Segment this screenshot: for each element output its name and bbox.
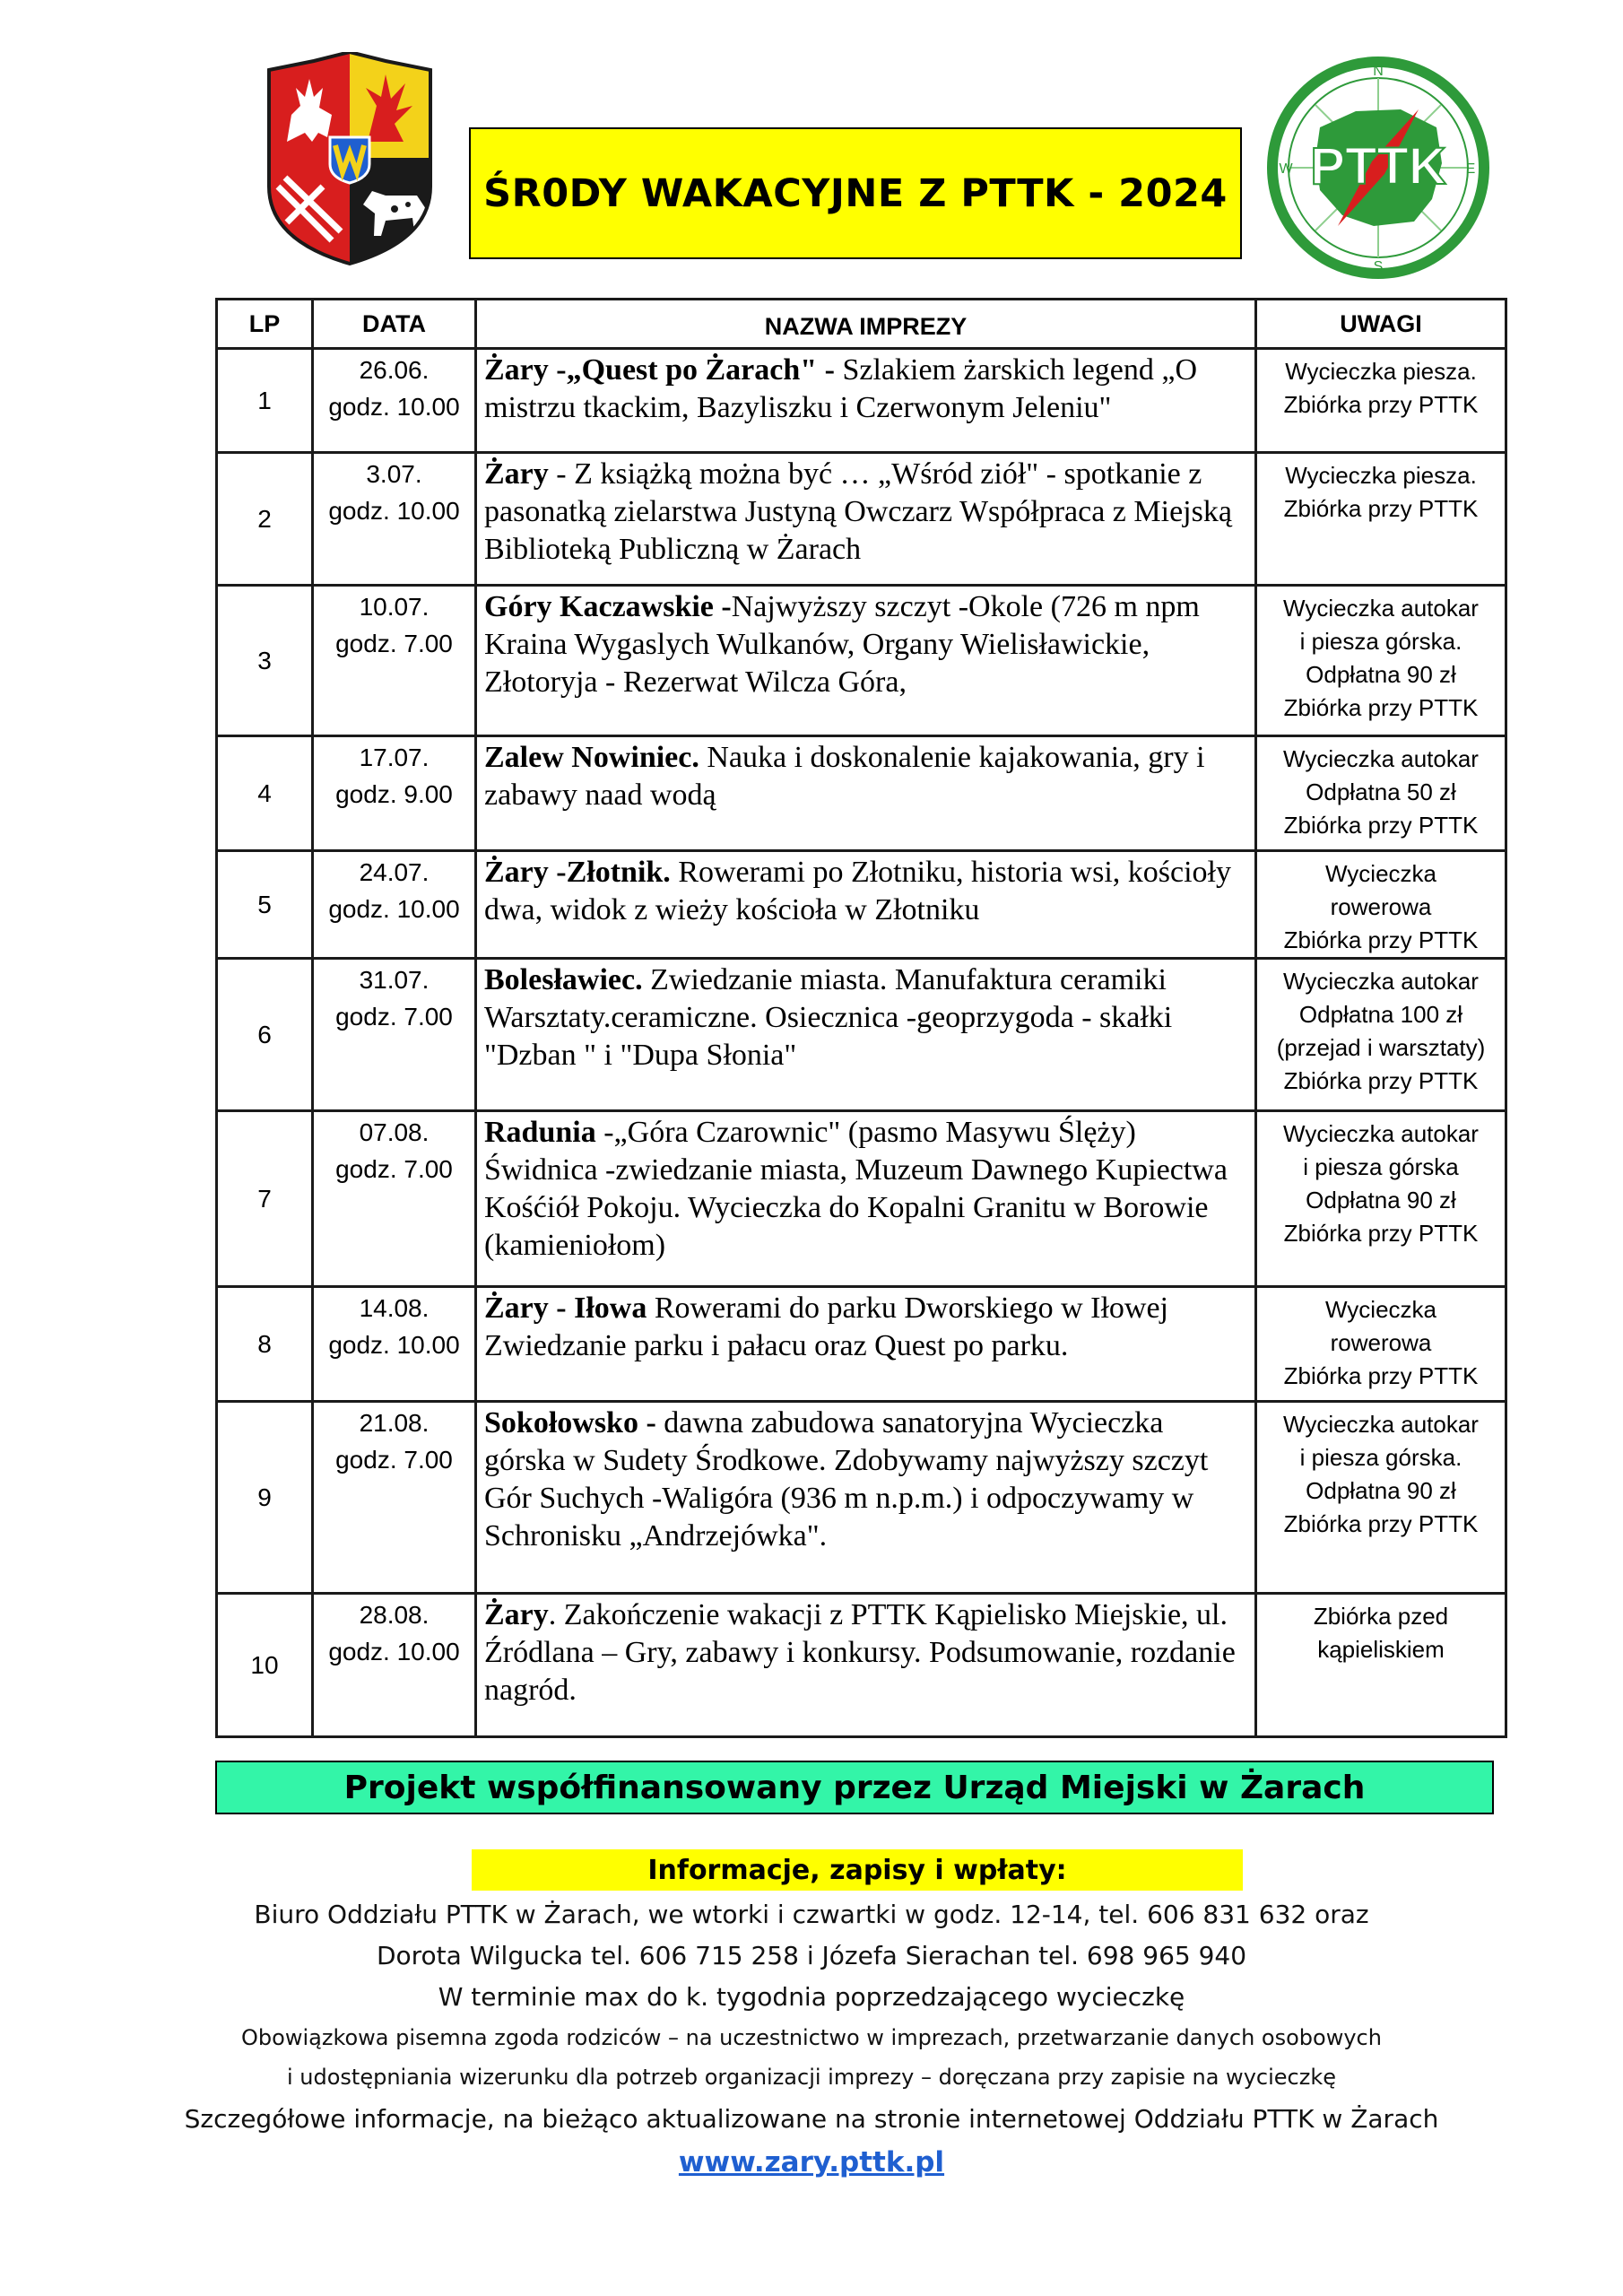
project-text: Projekt współfinansowany przez Urząd Miejski w Żarach xyxy=(343,1769,1366,1806)
row-lp: 4 xyxy=(217,736,313,851)
row-note-line: Zbiórka pzed xyxy=(1313,1603,1449,1630)
info-line-contacts: Dorota Wilgucka tel. 606 715 258 i Józefa Sierachan tel. 698 965 940 xyxy=(376,1941,1247,1970)
row-note-line: Odpłatna 90 zł xyxy=(1306,1477,1456,1504)
row-event-text: Rowerami do parku Dworskiego w Iłowej Zwiedzanie parku i pałacu oraz Quest po parku. xyxy=(484,1292,1168,1362)
row-note-line: Odpłatna 90 zł xyxy=(1306,1187,1456,1213)
row-event-text: - Z książką można być … „Wśród ziół" - spotkanie z pasonatką zielarstwa Justyną Owczarz Współpraca z Miejską Biblioteką Publiczną w Żarach xyxy=(484,457,1232,566)
row-date: 17.07. xyxy=(359,744,430,771)
row-note-line: Zbiórka przy PTTK xyxy=(1283,495,1479,522)
row-date-cell xyxy=(313,349,476,453)
info-line-image-rights: i udostępniania wizerunku dla potrzeb organizacji imprezy – doręczana przy zapisie na wycieczkę xyxy=(287,2065,1336,2090)
header-notes: UWAGI xyxy=(1256,300,1506,349)
row-note-line: Wycieczka xyxy=(1324,860,1436,887)
pttk-logo xyxy=(1266,56,1490,280)
row-lp: 2 xyxy=(217,453,313,586)
row-event-text: . Zakończenie wakacji z PTTK Kąpielisko Miejskie, ul. Źródlana – Gry, zabawy i konkursy. Podsumowanie, rozdanie nagród. xyxy=(484,1598,1236,1707)
row-date: 24.07. xyxy=(359,858,430,886)
row-notes xyxy=(1256,453,1506,586)
row-time: godz. 10.00 xyxy=(328,895,460,923)
row-note-line: Zbiórka przy PTTK xyxy=(1283,812,1479,839)
info-line-consent: Obowiązkowa pisemna zgoda rodziców – na uczestnictwo w imprezach, przetwarzanie danych osobowych xyxy=(241,2025,1382,2050)
compass-east-label: E xyxy=(1465,161,1476,177)
events-table xyxy=(215,298,1507,1738)
row-event-text: Rowerami po Złotniku, historia wsi, kościoły dwa, widok z wieży kościoła w Złotniku xyxy=(484,856,1231,926)
row-event-place: Żary xyxy=(484,1598,549,1631)
row-notes xyxy=(1256,1287,1506,1402)
row-event-place: Góry Kaczawskie - xyxy=(484,590,732,623)
row-event-text: Najwyższy szczyt -Okole (726 m npm Kraina Wygaslych Wulkanów, Organy Wielisławickie, Złotoryja - Rezerwat Wilcza Góra, xyxy=(484,590,1200,699)
row-event-text: dawna zabudowa sanatoryjna Wycieczka górska w Sudety Środkowe. Zdobywamy najwyższy szczyt Gór Suchych -Waligóra (936 m n.p.m.) i odpoczywamy w Schronisku „Andrzejówka". xyxy=(484,1406,1209,1552)
row-note-line: Wycieczka piesza. xyxy=(1285,358,1477,385)
row-date: 07.08. xyxy=(359,1118,430,1146)
table-row xyxy=(217,1594,1506,1737)
row-lp: 1 xyxy=(217,349,313,453)
table-row xyxy=(217,736,1506,851)
row-event-description xyxy=(476,1111,1256,1287)
title-banner xyxy=(469,127,1242,259)
row-note-line: Zbiórka przy PTTK xyxy=(1283,694,1479,721)
row-note-line: i piesza górska. xyxy=(1299,628,1462,655)
row-date: 10.07. xyxy=(359,593,430,621)
header-lp: LP xyxy=(217,300,313,349)
row-event-place: Żary -„Quest po Żarach" - xyxy=(484,353,835,387)
row-note-line: Wycieczka autokar xyxy=(1283,745,1479,772)
row-event-description xyxy=(476,959,1256,1111)
row-time: godz. 10.00 xyxy=(328,497,460,525)
row-event-place: Radunia xyxy=(484,1116,596,1149)
table-row xyxy=(217,1402,1506,1594)
row-lp: 3 xyxy=(217,586,313,736)
row-note-line: rowerowa xyxy=(1330,893,1432,920)
row-note-line: Wycieczka autokar xyxy=(1283,595,1479,622)
row-date: 21.08. xyxy=(359,1409,430,1437)
row-time: godz. 7.00 xyxy=(335,630,453,657)
row-event-text: Szlakiem żarskich legend „O mistrzu tkackim, Bazyliszku i Czerwonym Jeleniu" xyxy=(484,353,1198,424)
table-row xyxy=(217,851,1506,959)
row-time: godz. 9.00 xyxy=(335,780,453,808)
row-note-line: rowerowa xyxy=(1330,1329,1432,1356)
row-notes xyxy=(1256,959,1506,1111)
table-row xyxy=(217,349,1506,453)
row-event-description xyxy=(476,1402,1256,1594)
row-lp: 9 xyxy=(217,1402,313,1594)
row-date-cell xyxy=(313,736,476,851)
row-note-line: kąpieliskiem xyxy=(1317,1636,1445,1663)
row-event-place: Żary - Iłowa xyxy=(484,1292,647,1325)
info-heading-banner xyxy=(472,1849,1243,1891)
row-event-description xyxy=(476,851,1256,959)
row-notes xyxy=(1256,1111,1506,1287)
row-event-place: Żary -Złotnik. xyxy=(484,856,671,889)
row-date-cell xyxy=(313,959,476,1111)
row-notes xyxy=(1256,349,1506,453)
row-note-line: Odpłatna 100 zł xyxy=(1298,1001,1463,1028)
row-event-place: Sokołowsko - xyxy=(484,1406,656,1439)
row-notes xyxy=(1256,736,1506,851)
row-event-description xyxy=(476,736,1256,851)
row-time: godz. 10.00 xyxy=(328,393,460,421)
row-note-line: Wycieczka piesza. xyxy=(1285,462,1477,489)
row-event-description xyxy=(476,349,1256,453)
row-note-line: Wycieczka autokar xyxy=(1283,968,1479,995)
row-note-line: i piesza górska. xyxy=(1299,1444,1462,1471)
row-date-cell xyxy=(313,1594,476,1737)
row-lp: 7 xyxy=(217,1111,313,1287)
page-title: ŚR0DY WAKACYJNE Z PTTK - 2024 xyxy=(483,170,1228,216)
row-notes xyxy=(1256,586,1506,736)
info-heading: Informacje, zapisy i wpłaty: xyxy=(647,1854,1067,1886)
row-lp: 6 xyxy=(217,959,313,1111)
row-note-line: Zbiórka przy PTTK xyxy=(1283,1510,1479,1537)
row-note-line: Zbiórka przy PTTK xyxy=(1283,926,1479,953)
info-line-details: Szczegółowe informacje, na bieżąco aktualizowane na stronie internetowej Oddziału PTTK w Żarach xyxy=(184,2104,1439,2134)
row-date: 31.07. xyxy=(359,966,430,994)
row-time: godz. 7.00 xyxy=(335,1003,453,1031)
info-line-deadline: W terminie max do k. tygodnia poprzedzającego wycieczkę xyxy=(438,1982,1185,2012)
row-event-description xyxy=(476,586,1256,736)
row-event-description xyxy=(476,1594,1256,1737)
row-note-line: Wycieczka autokar xyxy=(1283,1411,1479,1438)
row-time: godz. 10.00 xyxy=(328,1331,460,1359)
row-date: 14.08. xyxy=(359,1294,430,1322)
row-time: godz. 7.00 xyxy=(335,1155,453,1183)
row-note-line: (przejad i warsztaty) xyxy=(1276,1034,1486,1061)
website-link[interactable]: www.zary.pttk.pl xyxy=(678,2146,945,2179)
row-date-cell xyxy=(313,1111,476,1287)
row-date-cell xyxy=(313,1287,476,1402)
row-note-line: i piesza górska xyxy=(1303,1153,1459,1180)
row-date: 28.08. xyxy=(359,1601,430,1629)
row-note-line: Zbiórka przy PTTK xyxy=(1283,1067,1479,1094)
row-notes xyxy=(1256,1594,1506,1737)
project-banner xyxy=(215,1761,1494,1814)
table-row xyxy=(217,586,1506,736)
pttk-logo-text: PTTK xyxy=(1310,137,1446,196)
row-event-text: Zwiedzanie miasta. Manufaktura ceramiki Warsztaty.ceramiczne. Osiecznica -geoprzygoda - skałki "Dzban " i "Dupa Słonia" xyxy=(484,963,1173,1072)
row-lp: 8 xyxy=(217,1287,313,1402)
row-event-text: -„Góra Czarownic" (pasmo Masywu Ślęży) Świdnica -zwiedzanie miasta, Muzeum Dawnego Kupiectwa Kośćiół Pokoju. Wycieczka do Kopalni Granitu w Borowie (kamieniołom) xyxy=(484,1116,1228,1262)
compass-north-label: N xyxy=(1373,64,1384,79)
info-line-office: Biuro Oddziału PTTK w Żarach, we wtorki i czwartki w godz. 12-14, tel. 606 831 632 oraz xyxy=(254,1900,1369,1929)
compass-west-label: W xyxy=(1279,161,1293,177)
table-row xyxy=(217,959,1506,1111)
row-note-line: Zbiórka przy PTTK xyxy=(1283,1362,1479,1389)
row-event-place: Bolesławiec. xyxy=(484,963,643,996)
row-date-cell xyxy=(313,586,476,736)
row-time: godz. 10.00 xyxy=(328,1638,460,1665)
table-row xyxy=(217,1287,1506,1402)
row-lp: 10 xyxy=(217,1594,313,1737)
row-event-description xyxy=(476,1287,1256,1402)
header-date: DATA xyxy=(313,300,476,349)
compass-south-label: S xyxy=(1373,259,1384,274)
table-row xyxy=(217,453,1506,586)
row-date-cell xyxy=(313,453,476,586)
row-date: 3.07. xyxy=(366,460,422,488)
row-note-line: Zbiórka przy PTTK xyxy=(1283,1220,1479,1247)
row-notes xyxy=(1256,1402,1506,1594)
row-lp: 5 xyxy=(217,851,313,959)
row-note-line: Wycieczka xyxy=(1324,1296,1436,1323)
row-date-cell xyxy=(313,1402,476,1594)
table-row xyxy=(217,1111,1506,1287)
row-note-line: Odpłatna 50 zł xyxy=(1306,778,1456,805)
row-note-line: Zbiórka przy PTTK xyxy=(1283,391,1479,418)
table-header-row xyxy=(217,300,1506,349)
row-date: 26.06. xyxy=(359,356,430,384)
row-note-line: Odpłatna 90 zł xyxy=(1306,661,1456,688)
row-event-description xyxy=(476,453,1256,586)
row-time: godz. 7.00 xyxy=(335,1446,453,1474)
header-name: NAZWA IMPREZY xyxy=(476,300,1256,349)
row-date-cell xyxy=(313,851,476,959)
row-event-place: Żary xyxy=(484,457,549,491)
row-note-line: Wycieczka autokar xyxy=(1283,1120,1479,1147)
row-event-place: Zalew Nowiniec. xyxy=(484,741,699,774)
crest-logo xyxy=(260,52,439,265)
row-event-text: Nauka i doskonalenie kajakowania, gry i zabawy naad wodą xyxy=(484,741,1205,812)
row-notes xyxy=(1256,851,1506,959)
